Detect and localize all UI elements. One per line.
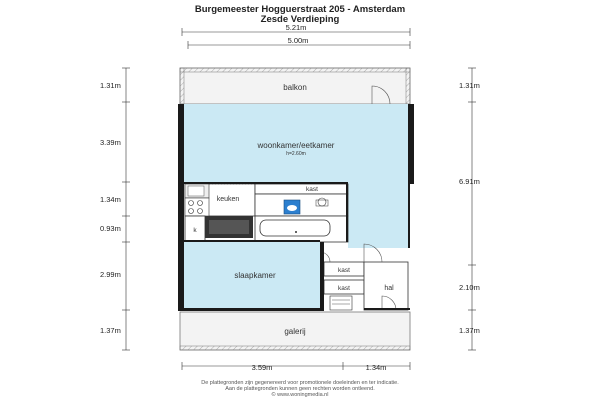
disclaimer-line-2: Aan de plattegronden kunnen geen rechten worden ontleend. — [225, 386, 375, 392]
dim-bottom-left: 3.59m — [251, 363, 273, 372]
dim-left-keuken: 1.34m — [100, 195, 121, 204]
dim-right-main: 6.91m — [459, 177, 480, 186]
room-label-slaapkamer: slaapkamer — [234, 271, 276, 280]
disclaimer-line-3: © www.woningmedia.nl — [271, 392, 329, 398]
bathtub — [255, 216, 348, 242]
dim-right-balkon: 1.31m — [459, 81, 480, 90]
dim-left-slaapkamer: 2.99m — [100, 270, 121, 279]
cabinet-inner — [209, 220, 249, 234]
dim-bottom-right: 1.34m — [365, 363, 387, 372]
left-dimension — [122, 68, 130, 350]
page-subtitle: Zesde Verdieping — [260, 14, 340, 25]
dim-left-galerij: 1.37m — [100, 326, 121, 335]
room-label-kast-top: kast — [306, 186, 318, 193]
kast-top — [255, 184, 348, 194]
room-label-galerij: galerij — [284, 327, 306, 336]
top-dimension-inner — [188, 36, 410, 49]
dim-right-hal: 2.10m — [459, 283, 480, 292]
room-label-hal: hal — [384, 285, 394, 292]
dim-left-balkon: 1.31m — [100, 81, 121, 90]
dim-top-inner: 5.00m — [287, 36, 309, 45]
room-label-balkon: balkon — [283, 83, 307, 92]
top-dimension-overall — [182, 23, 410, 36]
dim-right-galerij: 1.37m — [459, 326, 480, 335]
right-dimension — [468, 68, 476, 350]
room-height: h=2.60m — [286, 151, 306, 157]
room-label-keuken: keuken — [216, 196, 240, 203]
room-label-kast-middle: kast — [338, 267, 350, 274]
disclaimer-line-1: De plattegronden zijn gegenereerd voor promotionele doeleinden en ter indicatie. — [201, 380, 399, 386]
dim-top-overall: 5.21m — [285, 23, 307, 32]
bathroom-area — [255, 194, 348, 216]
room-label-kast-bottom: kast — [338, 285, 350, 292]
meter-cupboard — [330, 296, 352, 310]
room-label-k: k — [193, 227, 197, 234]
room-label-woonkamer: woonkamer/eetkamer — [257, 141, 335, 150]
dim-left-bad: 0.93m — [100, 224, 121, 233]
dim-left-woonkamer: 3.39m — [100, 138, 121, 147]
page-title: Burgemeester Hogguerstraat 205 - Amsterdam — [194, 4, 406, 15]
